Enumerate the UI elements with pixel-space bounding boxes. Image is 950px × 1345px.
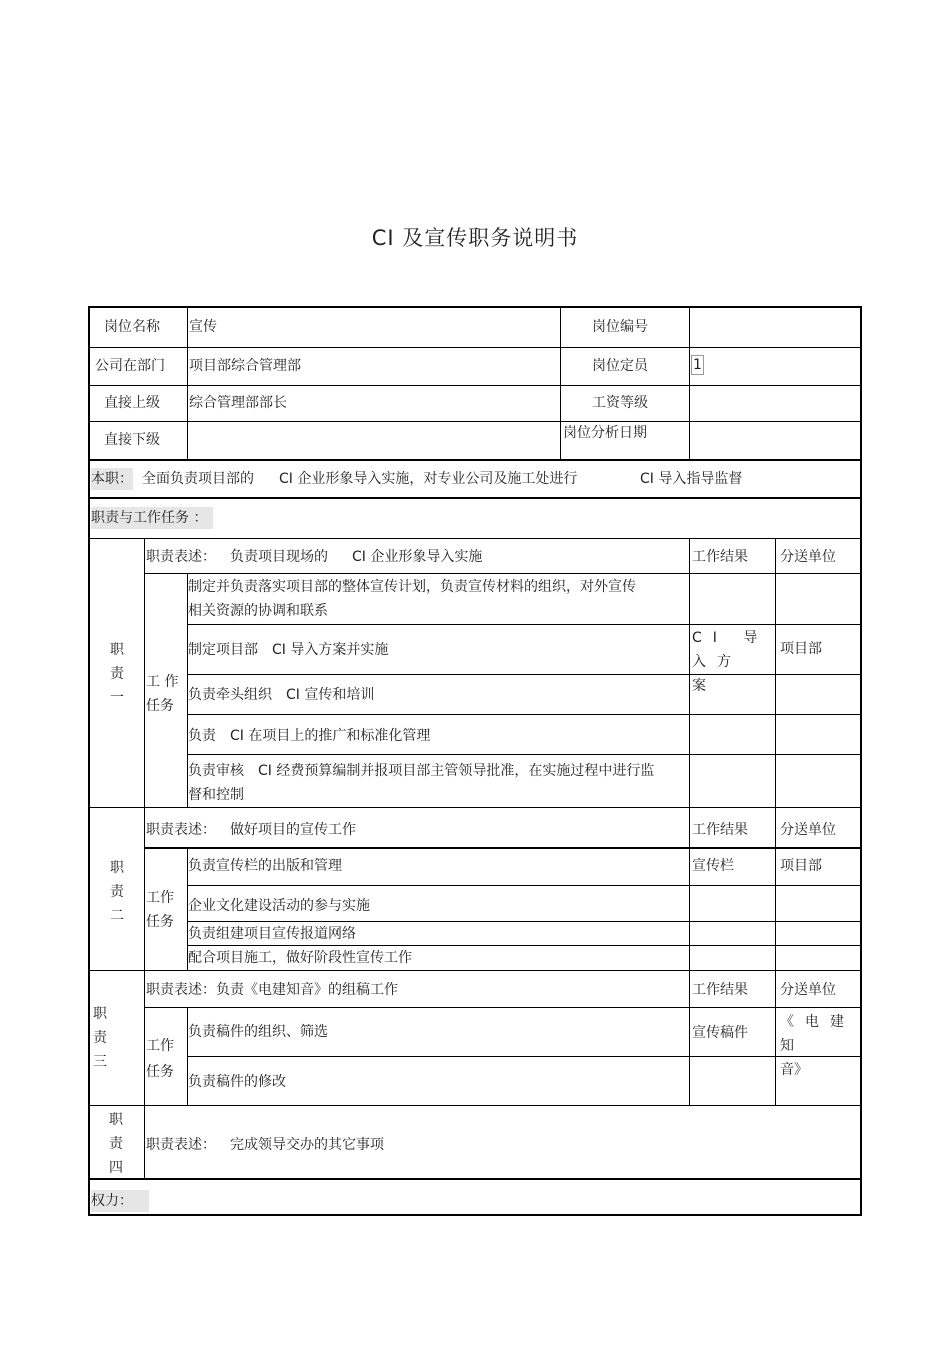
duty1-desc-2: CI 企业形象导入实施 (352, 549, 483, 565)
duty1-task-4: 负责 CI 在项目上的推广和标准化管理 (188, 728, 431, 744)
superior-label: 直接上级 (104, 395, 160, 411)
job-description-table (88, 306, 862, 1216)
dept-value: 项目部综合管理部 (189, 358, 301, 374)
duty3-task-label: 工作 任务 (146, 1038, 174, 1080)
duty2-task-1-dest: 项目部 (780, 858, 822, 874)
duty3-task-1-result: 宣传稿件 (692, 1025, 748, 1041)
duty2-task-label: 工作 任务 (146, 890, 174, 930)
main-duty-text-2: CI 企业形象导入实施，对专业公司及施工处进行 (279, 471, 578, 487)
duty2-label: 职 责 二 (110, 860, 124, 924)
duty2-task-3: 负责组建项目宣传报道网络 (188, 926, 356, 942)
duty2-dest-header: 分送单位 (780, 822, 836, 838)
duty3-task-1: 负责稿件的组织、筛选 (188, 1024, 328, 1040)
duty4-desc: 完成领导交办的其它事项 (230, 1137, 384, 1153)
analysis-date-label: 岗位分析日期 (563, 425, 647, 441)
duty2-desc-label: 职责表述： (146, 822, 216, 838)
duty1-task-1: 制定并负责落实项目部的整体宣传计划，负责宣传材料的组织，对外宣传相关资源的协调和联系 (188, 579, 636, 619)
pos-no-label: 岗位编号 (592, 319, 648, 335)
duty2-desc: 做好项目的宣传工作 (230, 822, 356, 838)
duty3-task-2: 负责稿件的修改 (188, 1074, 286, 1090)
duty2-task-2: 企业文化建设活动的参与实施 (188, 898, 370, 914)
duty1-task-2-dest: 项目部 (780, 641, 822, 657)
subordinate-label: 直接下级 (104, 432, 160, 448)
document-title: CI 及宣传职务说明书 (371, 226, 579, 250)
main-duty-text-3: CI 导入指导监督 (640, 471, 743, 487)
duty1-result-header: 工作结果 (692, 549, 748, 565)
duty1-dest-header: 分送单位 (780, 549, 836, 565)
duty1-task-2: 制定项目部 CI 导入方案并实施 (188, 642, 389, 658)
duty1-task-label: 工 作 任务 (146, 674, 179, 714)
superior-value: 综合管理部部长 (189, 395, 287, 411)
duty2-result-header: 工作结果 (692, 822, 748, 838)
duties-heading: 职责与工作任务 ： (91, 507, 213, 529)
main-duty-text-1: 全面负责项目部的 (142, 471, 254, 487)
duty4-desc-label: 职责表述： (146, 1137, 216, 1153)
pos-name-value: 宣传 (189, 319, 217, 335)
salary-label: 工资等级 (592, 395, 648, 411)
duty2-task-1: 负责宣传栏的出版和管理 (188, 858, 342, 874)
duty4-label: 职 责 四 (109, 1112, 123, 1176)
duty1-label: 职 责 一 (110, 642, 124, 706)
power-label: 权力： (91, 1190, 149, 1212)
duty3-label: 职 责 三 (93, 1006, 107, 1070)
duty1-desc-label: 职责表述： (146, 549, 216, 565)
duty1-task-3: 负责牵头组织 CI 宣传和培训 (188, 687, 375, 703)
duty1-task-5: 负责审核 CI 经费预算编制并报项目部主管领导批准，在实施过程中进行监督和控制 (188, 763, 655, 803)
duty1-task-2-result: CI 导入方 案 (692, 630, 769, 694)
duty3-result-header: 工作结果 (692, 982, 748, 998)
duty3-dest-header: 分送单位 (780, 982, 836, 998)
quota-value: 1 (693, 357, 702, 373)
duty2-task-1-result: 宣传栏 (692, 858, 734, 874)
duty1-desc: 负责项目现场的 (230, 549, 328, 565)
main-duty-label: 本职： (91, 468, 133, 490)
pos-name-label: 岗位名称 (104, 319, 160, 335)
duty2-task-4: 配合项目施工，做好阶段性宣传工作 (188, 950, 412, 966)
duty3-desc: 职责表述：负责《电建知音》的组稿工作 (146, 982, 398, 998)
dept-label: 公司在部门 (95, 358, 165, 374)
quota-label: 岗位定员 (592, 358, 648, 374)
duty3-task-1-dest: 《电建知 音》 (780, 1014, 855, 1078)
